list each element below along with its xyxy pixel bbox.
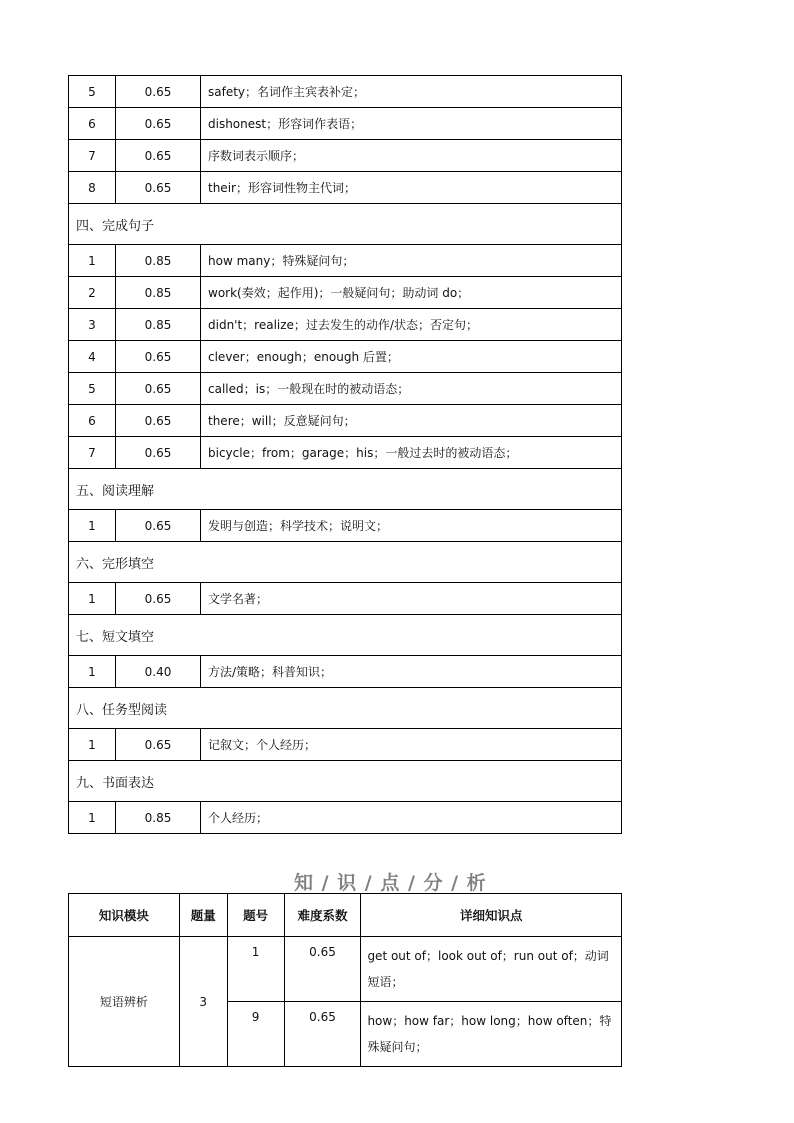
table-row [69, 510, 622, 542]
knowledge-points: 序数词表示顺序； [201, 140, 622, 172]
difficulty-value: 0.85 [116, 277, 201, 309]
section-header-row [69, 542, 622, 583]
knowledge-points: how many；特殊疑问句； [201, 245, 622, 277]
section-title: 四、完成句子 [69, 204, 622, 245]
difficulty-value: 0.65 [116, 341, 201, 373]
table-row [69, 373, 622, 405]
section-title: 五、阅读理解 [69, 469, 622, 510]
question-number: 4 [69, 341, 116, 373]
table-row [69, 309, 622, 341]
knowledge-points: work(奏效；起作用)；一般疑问句；助动词 do； [201, 277, 622, 309]
difficulty-value: 0.65 [116, 172, 201, 204]
difficulty-value: 0.65 [116, 583, 201, 615]
question-number: 1 [227, 937, 284, 1002]
knowledge-points: dishonest；形容词作表语； [201, 108, 622, 140]
knowledge-points: there；will；反意疑问句； [201, 405, 622, 437]
table-row [69, 729, 622, 761]
knowledge-points: didn't；realize；过去发生的动作/状态；否定句； [201, 309, 622, 341]
question-number: 1 [69, 656, 116, 688]
col-header-number: 题号 [227, 894, 284, 937]
knowledge-points: 文学名著； [201, 583, 622, 615]
table-row [69, 277, 622, 309]
question-number: 7 [69, 140, 116, 172]
difficulty-value: 0.40 [116, 656, 201, 688]
knowledge-points: 个人经历； [201, 802, 622, 834]
section-title: 九、书面表达 [69, 761, 622, 802]
difficulty-value: 0.65 [116, 76, 201, 108]
table-row [69, 656, 622, 688]
knowledge-points: clever；enough；enough 后置； [201, 341, 622, 373]
col-header-module: 知识模块 [69, 894, 180, 937]
question-number: 7 [69, 437, 116, 469]
header-row [69, 894, 622, 937]
question-number: 1 [69, 583, 116, 615]
table-row [69, 140, 622, 172]
table-row [69, 172, 622, 204]
table-row [69, 937, 622, 1002]
section-title: 六、完形填空 [69, 542, 622, 583]
knowledge-points: called；is；一般现在时的被动语态； [201, 373, 622, 405]
detail-knowledge: get out of；look out of；run out of；动词短语； [361, 937, 622, 1002]
knowledge-points: 发明与创造；科学技术；说明文； [201, 510, 622, 542]
difficulty-value: 0.65 [116, 140, 201, 172]
difficulty-value: 0.65 [116, 437, 201, 469]
question-number: 3 [69, 309, 116, 341]
question-number: 6 [69, 405, 116, 437]
col-header-difficulty: 难度系数 [284, 894, 361, 937]
difficulty-value: 0.65 [116, 373, 201, 405]
table-row [69, 76, 622, 108]
difficulty-value: 0.65 [116, 108, 201, 140]
knowledge-points: safety；名词作主宾表补定； [201, 76, 622, 108]
question-number: 6 [69, 108, 116, 140]
table-row [69, 405, 622, 437]
section-header-row [69, 615, 622, 656]
section-header-row [69, 204, 622, 245]
table-row [69, 802, 622, 834]
question-number: 2 [69, 277, 116, 309]
table-row [69, 341, 622, 373]
difficulty-value: 0.65 [116, 405, 201, 437]
table-row [69, 583, 622, 615]
knowledge-table [68, 893, 622, 1067]
knowledge-analysis-title: 知 / 识 / 点 / 分 / 析 [294, 872, 487, 894]
knowledge-points: 记叙文；个人经历； [201, 729, 622, 761]
section-title: 八、任务型阅读 [69, 688, 622, 729]
question-number: 5 [69, 373, 116, 405]
question-number: 5 [69, 76, 116, 108]
table-row [69, 437, 622, 469]
difficulty-value: 0.65 [116, 729, 201, 761]
question-number: 8 [69, 172, 116, 204]
col-header-count: 题量 [179, 894, 227, 937]
question-number: 9 [227, 1002, 284, 1067]
question-number: 1 [69, 245, 116, 277]
question-number: 1 [69, 802, 116, 834]
knowledge-points: 方法/策略；科普知识； [201, 656, 622, 688]
section-header-row [69, 469, 622, 510]
difficulty-value: 0.65 [284, 1002, 361, 1067]
section-title: 七、短文填空 [69, 615, 622, 656]
difficulty-table [68, 75, 622, 834]
difficulty-value: 0.85 [116, 802, 201, 834]
difficulty-value: 0.65 [284, 937, 361, 1002]
difficulty-value: 0.85 [116, 309, 201, 341]
question-count: 3 [179, 937, 227, 1067]
knowledge-points: their；形容词性物主代词； [201, 172, 622, 204]
table-row [69, 245, 622, 277]
difficulty-value: 0.65 [116, 510, 201, 542]
section-header-row [69, 688, 622, 729]
module-name: 短语辨析 [69, 937, 180, 1067]
question-number: 1 [69, 510, 116, 542]
col-header-detail: 详细知识点 [361, 894, 622, 937]
question-number: 1 [69, 729, 116, 761]
difficulty-value: 0.85 [116, 245, 201, 277]
section-header-row [69, 761, 622, 802]
detail-knowledge: how；how far；how long；how often；特殊疑问句； [361, 1002, 622, 1067]
knowledge-points: bicycle；from；garage；his；一般过去时的被动语态； [201, 437, 622, 469]
table-row [69, 108, 622, 140]
